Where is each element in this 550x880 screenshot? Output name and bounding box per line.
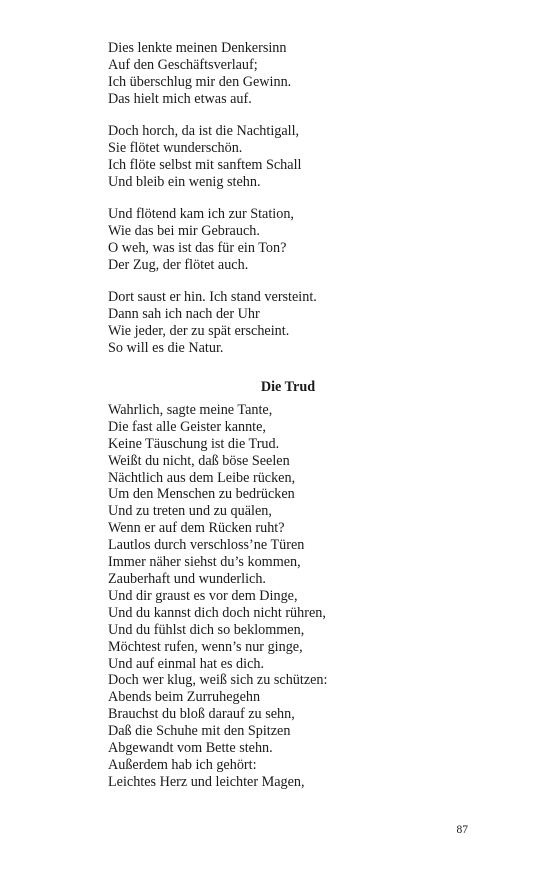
verse-line: Brauchst du bloß darauf zu sehn, [108, 706, 295, 723]
verse-line: Immer näher siehst du’s kommen, [108, 554, 301, 571]
verse-line: Und zu treten und zu quälen, [108, 503, 272, 520]
verse-line: Und du kannst dich doch nicht rühren, [108, 604, 326, 621]
verse-line: Weißt du nicht, daß böse Seelen [108, 452, 290, 469]
verse-line: Lautlos durch verschloss’ne Türen [108, 537, 305, 554]
verse-line: Und dir graust es vor dem Dinge, [108, 587, 298, 604]
poem2-body [108, 402, 468, 791]
verse-line: Die fast alle Geister kannte, [108, 418, 266, 435]
verse-line: Der Zug, der flötet auch. [108, 256, 249, 273]
verse-line: Abgewandt vom Bette stehn. [108, 740, 273, 757]
verse-line: Nächtlich aus dem Leibe rücken, [108, 469, 296, 486]
verse-line: Dort saust er hin. Ich stand versteint. [108, 289, 317, 306]
verse-line: Und auf einmal hat es dich. [108, 655, 265, 672]
verse-line: Ich überschlug mir den Gewinn. [108, 73, 292, 90]
poem-title: Die Trud [260, 379, 316, 395]
verse-line: O weh, was ist das für ein Ton? [108, 240, 287, 257]
verse-line: Um den Menschen zu bedrücken [108, 486, 295, 503]
verse-line: Möchtest rufen, wenn’s nur ginge, [108, 638, 303, 655]
poem1-stanza-4 [108, 289, 468, 357]
verse-line: Ich flöte selbst mit sanftem Schall [108, 156, 302, 173]
verse-line: Und flötend kam ich zur Station, [108, 206, 294, 223]
verse-line: Keine Täuschung ist die Trud. [108, 435, 280, 452]
verse-line: Zauberhaft und wunderlich. [108, 570, 266, 587]
verse-line: Doch horch, da ist die Nachtigall, [108, 123, 300, 140]
verse-line: Auf den Geschäftsverlauf; [108, 56, 258, 73]
verse-line: Daß die Schuhe mit den Spitzen [108, 723, 291, 740]
verse-line: Leichtes Herz und leichter Magen, [108, 773, 305, 790]
verse-line: Sie flötet wunderschön. [108, 140, 243, 157]
verse-line: Wenn er auf dem Rücken ruht? [108, 520, 285, 537]
verse-line: Dies lenkte meinen Denkersinn [108, 40, 287, 56]
text-block [108, 40, 468, 806]
poem1-stanza-2 [108, 123, 468, 191]
verse-line: Wahrlich, sagte meine Tante, [108, 401, 273, 418]
verse-line: Doch wer klug, weiß sich zu schützen: [108, 672, 328, 689]
verse-line: Wie das bei mir Gebrauch. [108, 223, 260, 240]
verse-line: Abends beim Zurruhegehn [108, 689, 261, 706]
verse-line: Und bleib ein wenig stehn. [108, 173, 261, 190]
poem1-stanza-3 [108, 206, 468, 274]
verse-line: Und du fühlst dich so beklommen, [108, 621, 305, 638]
page-number: 87 [456, 824, 468, 836]
verse-line: So will es die Natur. [108, 340, 224, 357]
verse-line: Außerdem hab ich gehört: [108, 756, 257, 773]
verse-line: Dann sah ich nach der Uhr [108, 306, 260, 323]
verse-line: Wie jeder, der zu spät erscheint. [108, 323, 290, 340]
verse-line: Das hielt mich etwas auf. [108, 90, 252, 107]
poem1-stanza-1 [108, 40, 468, 108]
